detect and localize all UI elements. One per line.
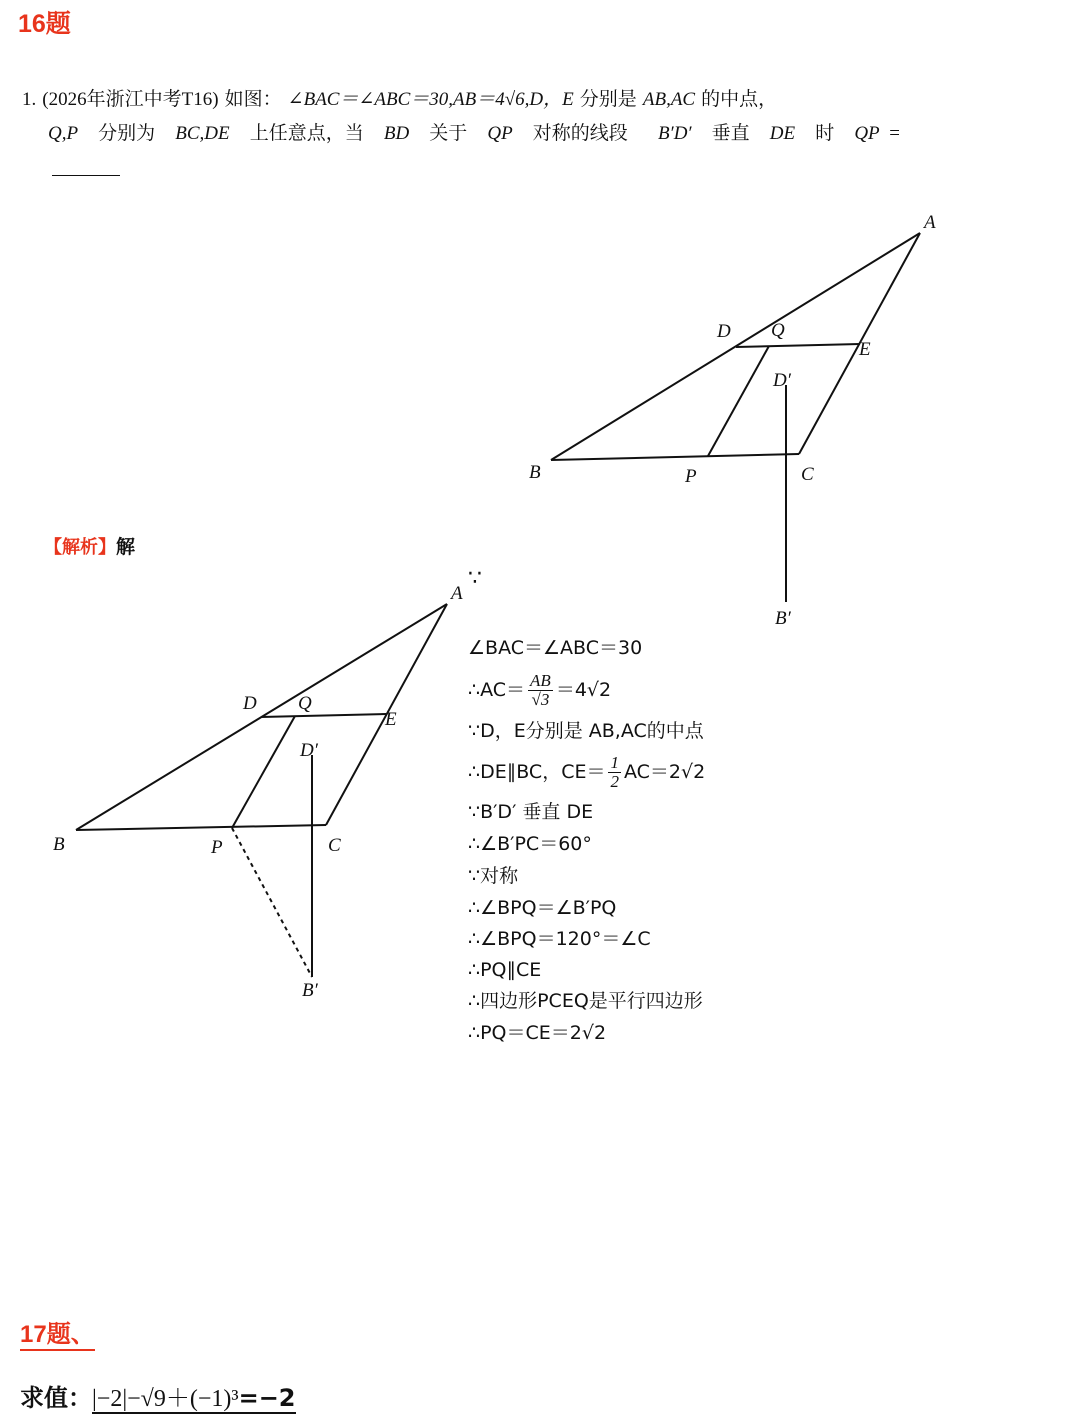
fig2-label-e: E — [385, 709, 397, 730]
solution-step-12: ∴PQ＝CE＝2√2 — [468, 1022, 607, 1044]
math-ab-ac: AB,AC — [642, 89, 696, 110]
figure-1 — [520, 200, 960, 640]
fraction-2-denominator: 2 — [610, 772, 619, 791]
analysis-word: 解 — [116, 536, 136, 558]
fraction-2-numerator: 1 — [610, 753, 619, 772]
fraction-ab-sqrt3 — [528, 672, 553, 709]
solution-step-11: ∴四边形PCEQ是平行四边形 — [468, 990, 703, 1012]
fig2-segment-de — [261, 714, 386, 717]
solution-step-1: ∠BAC＝∠ABC＝30 — [468, 637, 643, 659]
fig2-label-b: B — [53, 834, 65, 855]
math-de: DE — [769, 123, 796, 144]
q17-expression: |−2|−√9＋(−1)³ — [92, 1386, 239, 1412]
fig1-label-p: P — [685, 466, 697, 487]
solution-step-3: ∵D，E分别是 AB,AC的中点 — [468, 720, 704, 742]
fraction-1-denominator: √3 — [531, 690, 550, 709]
math-qp-equals: QP = — [854, 123, 901, 144]
because-symbol: ∵ — [468, 566, 482, 591]
fig2-label-bprime: B′ — [302, 980, 318, 1001]
solution-step-7: ∵对称 — [468, 865, 519, 887]
fig1-label-q: Q — [771, 320, 785, 341]
question-line-2 — [48, 118, 901, 149]
text-renyi: 上任意点，当 — [249, 122, 364, 144]
q17-line — [20, 1378, 296, 1413]
q17-label: 求值： — [20, 1384, 92, 1412]
fig2-label-a: A — [451, 583, 463, 604]
question-line-1 — [22, 84, 777, 115]
fig2-label-p: P — [211, 837, 223, 858]
fraction-one-half — [608, 754, 621, 791]
fig1-label-bprime: B′ — [775, 608, 791, 629]
fig2-side-bc — [76, 825, 326, 830]
fig1-label-a: A — [924, 212, 936, 233]
fig1-segment-de — [736, 344, 860, 347]
math-qp: Q,P — [48, 123, 79, 144]
math-bd: BD — [383, 123, 410, 144]
text-fenbie: 分别为 — [98, 122, 156, 144]
figure-2 — [40, 580, 463, 1010]
math-bc-de: BC,DE — [175, 123, 230, 144]
question-text-1: 分别是 — [579, 88, 637, 110]
solution-step-9: ∴∠BPQ＝120°＝∠C — [468, 928, 651, 950]
fig2-label-d: D — [243, 693, 257, 714]
solution-step-2-result: ＝4√2 — [555, 679, 612, 701]
q17-result: =−2 — [238, 1384, 296, 1412]
q17-heading: 17题、 — [20, 1314, 95, 1351]
solution-step-4-result: AC＝2√2 — [623, 761, 706, 783]
fig1-segment-qp — [708, 346, 769, 456]
solution-step-2 — [468, 672, 611, 709]
analysis-tag: 【解析】 — [44, 537, 116, 558]
fig2-label-q: Q — [298, 693, 312, 714]
fig1-label-c: C — [801, 464, 814, 485]
fig1-label-d: D — [717, 321, 731, 342]
fig2-segment-qp — [232, 716, 295, 828]
fig1-side-bc — [551, 454, 799, 460]
solution-step-6: ∴∠B′PC＝60° — [468, 833, 592, 855]
fraction-1-numerator: AB — [530, 671, 551, 690]
analysis-header — [44, 532, 135, 559]
fig2-dashed-pbprime — [232, 828, 312, 977]
text-duicheng: 对称的线段 — [532, 122, 628, 144]
text-chuizhi: 垂直 — [711, 122, 750, 144]
solution-step-4 — [468, 754, 705, 791]
math-qp2: QP — [487, 123, 513, 144]
question-text-2: 的中点， — [701, 88, 778, 110]
fig1-label-b: B — [529, 462, 541, 483]
q16-heading: 16题 — [18, 10, 71, 38]
question-source: (2026年浙江中考T16) — [42, 89, 219, 110]
solution-step-10: ∴PQ∥CE — [468, 959, 542, 981]
fig1-label-e: E — [859, 339, 871, 360]
fig1-label-dprime: D′ — [773, 370, 791, 391]
math-bpdp: B′D′ — [657, 123, 692, 144]
solution-step-2-lead: ∴AC＝ — [468, 679, 526, 701]
answer-blank — [52, 175, 120, 176]
question-lead: 如图： — [224, 88, 282, 110]
text-guanyu: 关于 — [429, 122, 468, 144]
fig2-label-dprime: D′ — [300, 740, 318, 761]
text-shi: 时 — [815, 122, 835, 144]
solution-step-5: ∵B′D′ 垂直 DE — [468, 801, 594, 823]
question-number: 1. — [22, 89, 37, 110]
fig2-label-c: C — [328, 835, 341, 856]
solution-step-8: ∴∠BPQ＝∠B′PQ — [468, 897, 617, 919]
solution-step-4-lead: ∴DE∥BC，CE＝ — [468, 761, 606, 783]
given-angles: ∠BAC＝∠ABC＝30,AB＝4√6,D，E — [287, 89, 574, 110]
